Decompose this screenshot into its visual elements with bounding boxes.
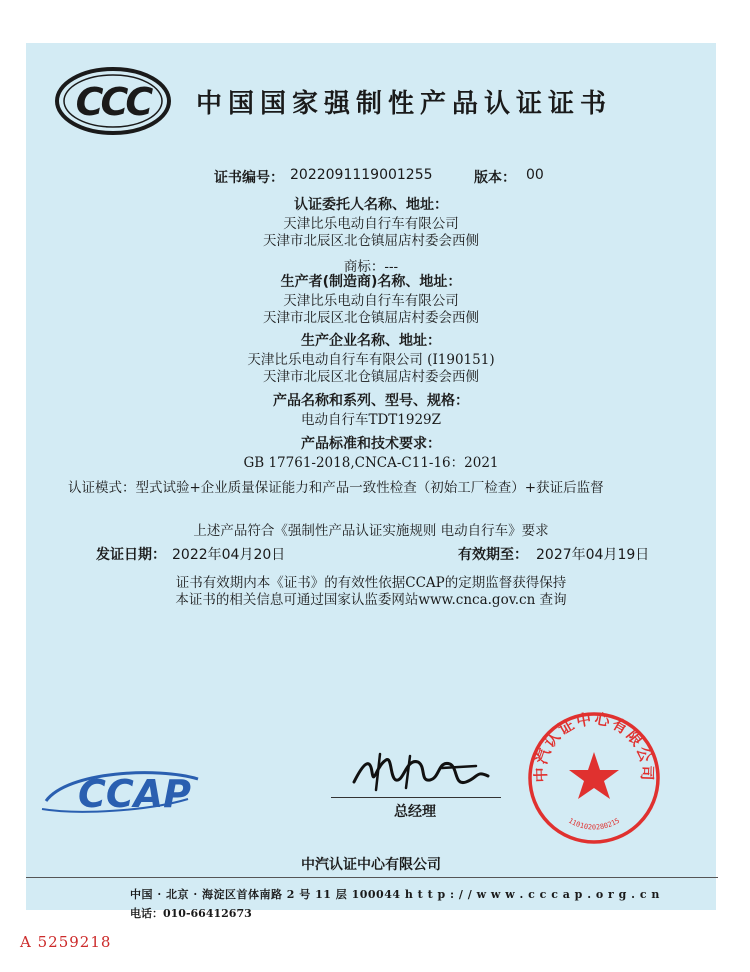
svg-text:1101020280215 — [567, 817, 621, 832]
footer-address: 中国 · 北京 · 海淀区首体南路 2 号 11 层 100044 h t t p : / / w w w . c c c a p . o r g . c n — [130, 888, 660, 901]
factory-name: 天津比乐电动自行车有限公司 (I190151) — [247, 352, 495, 368]
trademark: 商标：--- — [343, 259, 399, 275]
applicant-name: 天津比乐电动自行车有限公司 — [283, 216, 459, 232]
validity-note: 证书有效期内本《证书》的有效性依据CCAP的定期监督获得保持 — [175, 575, 567, 591]
footer-phone: 电话：010-66412673 — [130, 907, 252, 920]
issue-date-value: 2022年04月20日 — [172, 547, 286, 563]
manufacturer-label: 生产者(制造商)名称、地址： — [280, 274, 462, 290]
certificate-no-value: 2022091119001255 — [290, 167, 433, 183]
standard-label: 产品标准和技术要求： — [301, 436, 441, 452]
manufacturer-address: 天津市北辰区北仓镇屈店村委会西侧 — [263, 310, 479, 326]
seal-code: 1101020280215 — [566, 816, 622, 832]
product-value: 电动自行车TDT1929Z — [300, 412, 442, 428]
ccap-logo-text: CCAP — [78, 772, 192, 816]
certificate-title: 中国国家强制性产品认证证书 — [196, 89, 613, 119]
certificate-sheet — [26, 43, 716, 910]
applicant-address: 天津市北辰区北仓镇屈店村委会西侧 — [263, 233, 479, 249]
official-seal — [524, 708, 664, 848]
standard-value: GB 17761-2018,CNCA-C11-16：2021 — [243, 455, 499, 471]
applicant-label: 认证委托人名称、地址： — [294, 197, 448, 213]
website-note: 本证书的相关信息可通过国家认监委网站www.cnca.gov.cn 查询 — [175, 592, 567, 608]
certification-mode: 认证模式：型式试验+企业质量保证能力和产品一致性检查（初始工厂检查）+获证后监督 — [68, 480, 604, 496]
issuing-company: 中汽认证中心有限公司 — [301, 857, 441, 873]
expiry-date-value: 2027年04月19日 — [536, 547, 650, 563]
ccap-logo — [38, 763, 208, 823]
ccc-logo-text: CCC — [75, 80, 151, 124]
factory-address: 天津市北辰区北仓镇屈店村委会西侧 — [263, 369, 479, 385]
factory-label: 生产企业名称、地址： — [301, 333, 441, 349]
expiry-date-label: 有效期至： — [458, 547, 528, 563]
compliance-statement: 上述产品符合《强制性产品认证实施规则 电动自行车》要求 — [193, 523, 549, 539]
seal-text: 中汽认证中心有限公司 — [531, 709, 657, 783]
issue-date-label: 发证日期： — [96, 547, 166, 563]
ccc-logo — [54, 66, 172, 136]
version-value: 00 — [526, 167, 544, 183]
footer-divider — [26, 877, 718, 878]
product-label: 产品名称和系列、型号、规格： — [273, 393, 469, 409]
manufacturer-name: 天津比乐电动自行车有限公司 — [283, 293, 459, 309]
version-label: 版本： — [474, 170, 516, 186]
signature-line — [331, 797, 501, 798]
serial-number: A 5259218 — [20, 933, 112, 951]
general-manager-title: 总经理 — [394, 804, 436, 820]
signature-image — [346, 748, 506, 796]
certificate-no-label: 证书编号： — [214, 170, 284, 186]
